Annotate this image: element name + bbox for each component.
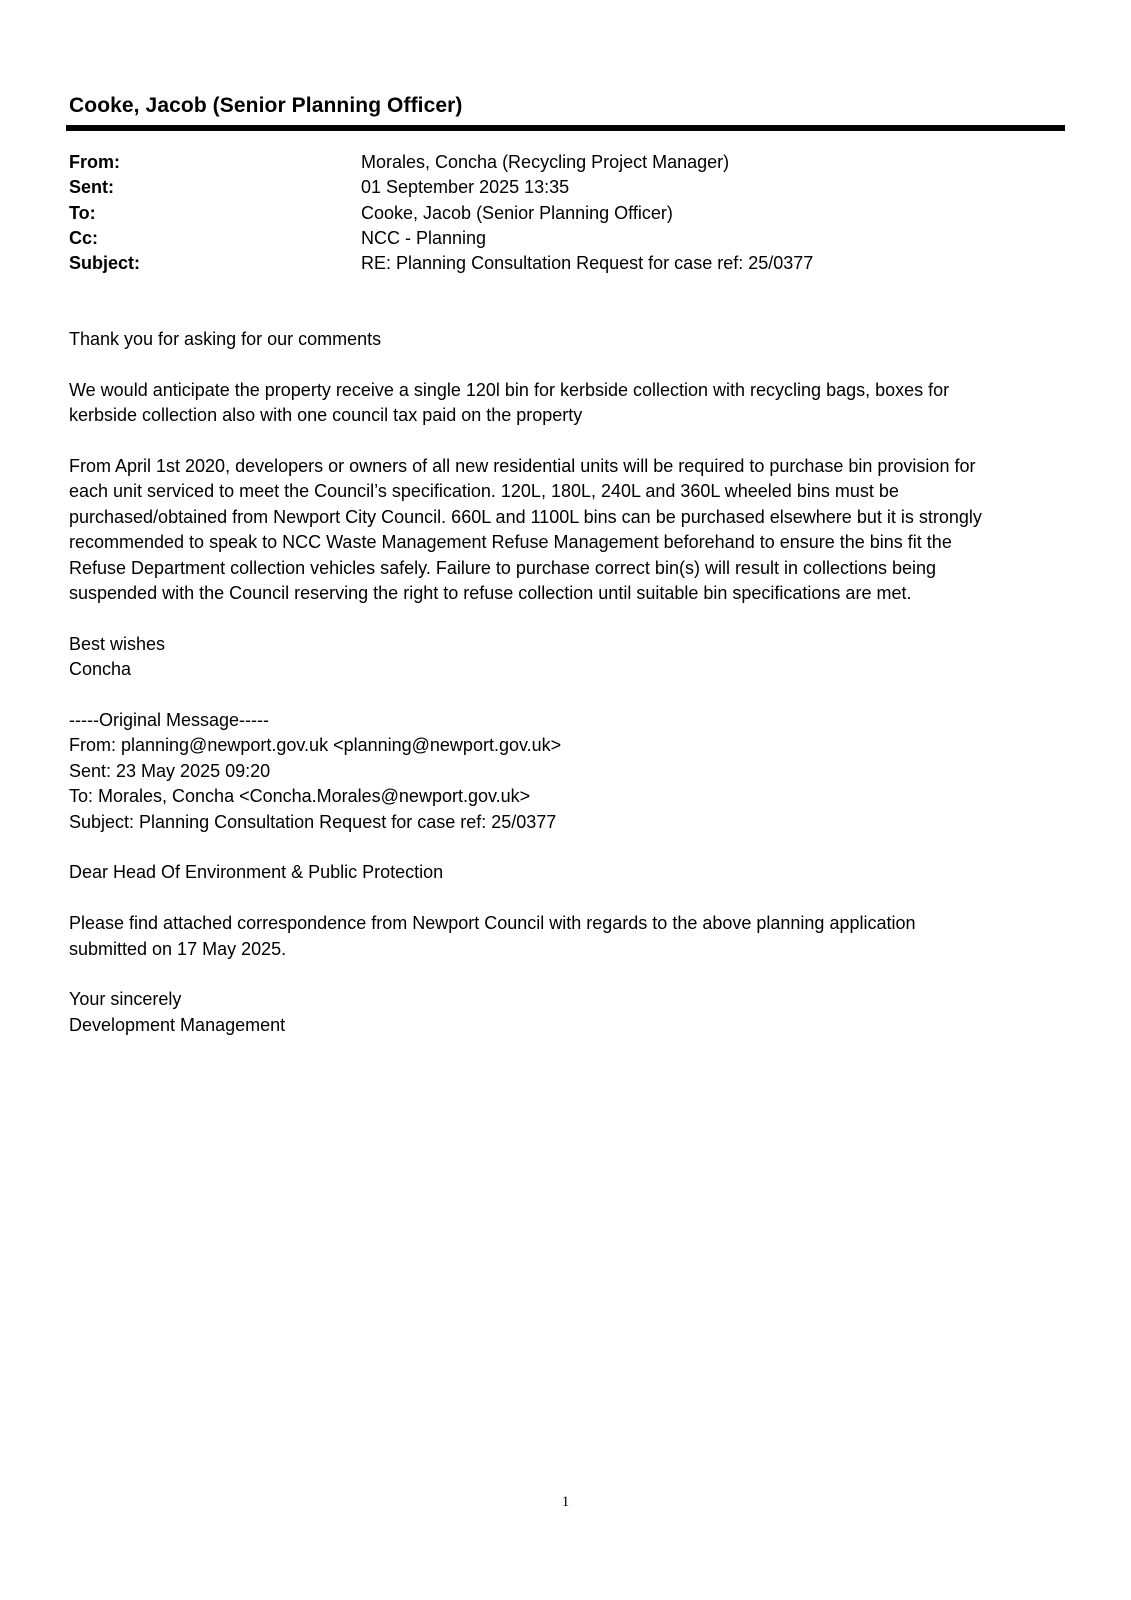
- body-signoff: Best wishes: [69, 633, 166, 654]
- original-message-paragraph-line: submitted on 17 May 2025.: [69, 938, 287, 959]
- original-message-paragraph-line: Please find attached correspondence from Newport Council with regards to the above planning application: [69, 913, 916, 934]
- body-paragraph-2-line: recommended to speak to NCC Waste Management Refuse Management beforehand to ensure the bins fit the: [69, 532, 952, 553]
- header-cc-value: NCC - Planning: [361, 227, 487, 248]
- original-message-separator: -----Original Message-----: [69, 710, 270, 731]
- header-subject-value: RE: Planning Consultation Request for case ref: 25/0377: [361, 253, 814, 274]
- original-message-closing-block: [69, 987, 1059, 1038]
- mailbox-owner-title: Cooke, Jacob (Senior Planning Officer): [69, 94, 463, 117]
- header-to-value: Cooke, Jacob (Senior Planning Officer): [361, 202, 673, 223]
- body-paragraph-2-line: each unit serviced to meet the Council’s specification. 120L, 180L, 240L and 360L wheeled bins must be: [69, 481, 899, 502]
- original-message-headers: [69, 708, 1059, 835]
- body-paragraph-2-line: purchased/obtained from Newport City Council. 660L and 1100L bins can be purchased elsewhere but it is strongly: [69, 506, 982, 527]
- header-from-row: [69, 150, 1059, 175]
- header-sent-value: 01 September 2025 13:35: [361, 177, 570, 198]
- body-signature: Concha: [69, 659, 132, 680]
- original-message-sent: Sent: 23 May 2025 09:20: [69, 760, 271, 781]
- email-body: [69, 327, 1059, 1038]
- header-subject-label: Subject:: [69, 253, 141, 274]
- body-paragraph-1-line: kerbside collection also with one council tax paid on the property: [69, 405, 583, 426]
- original-message-closing: Your sincerely: [69, 989, 182, 1010]
- original-message-from: From: planning@newport.gov.uk <planning@newport.gov.uk>: [69, 735, 562, 756]
- header-to-row: [69, 201, 1059, 226]
- header-sent-row: [69, 175, 1059, 200]
- original-message-paragraph: [69, 911, 1059, 962]
- body-signoff-block: [69, 632, 1059, 683]
- body-greeting: Thank you for asking for our comments: [69, 329, 382, 349]
- header-cc-row: [69, 226, 1059, 251]
- body-paragraph-2-line: suspended with the Council reserving the right to refuse collection until suitable bin specifications are met.: [69, 583, 912, 604]
- body-paragraph-2: [69, 454, 1059, 606]
- header-subject-row: [69, 251, 1059, 276]
- body-paragraph-2-line: From April 1st 2020, developers or owners of all new residential units will be required to purchase bin provision for: [69, 456, 976, 476]
- original-message-salutation: Dear Head Of Environment & Public Protection: [69, 862, 444, 883]
- original-message-subject: Subject: Planning Consultation Request for case ref: 25/0377: [69, 811, 557, 832]
- header-cc-label: Cc:: [69, 227, 99, 248]
- body-paragraph-2-line: Refuse Department collection vehicles safely. Failure to purchase correct bin(s) will result in collections being: [69, 557, 937, 578]
- title-divider: [66, 125, 1065, 131]
- original-message-to: To: Morales, Concha <Concha.Morales@newport.gov.uk>: [69, 786, 531, 807]
- page-number: 1: [561, 1494, 570, 1510]
- header-from-value: Morales, Concha (Recycling Project Manager): [361, 152, 730, 172]
- body-paragraph-1-line: We would anticipate the property receive a single 120l bin for kerbside collection with recycling bags, boxes for: [69, 379, 950, 400]
- original-message-sender: Development Management: [69, 1014, 286, 1035]
- header-from-label: From:: [69, 152, 120, 172]
- body-paragraph-1: [69, 378, 1059, 429]
- header-to-label: To:: [69, 202, 96, 223]
- header-sent-label: Sent:: [69, 177, 114, 198]
- email-headers: [69, 150, 1059, 276]
